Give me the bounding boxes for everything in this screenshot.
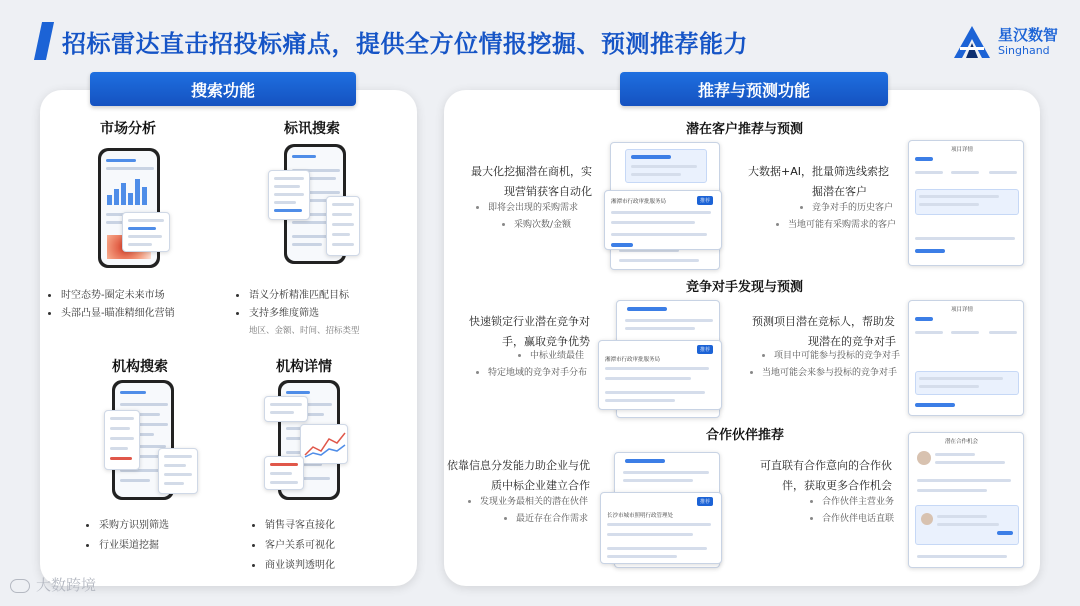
brand-logo <box>952 22 1062 62</box>
potential-right-bullet-2: 当地可能有采购需求的客户 <box>776 217 896 234</box>
competitor-right-bullet-2: 当地可能会来参与投标的竞争对手 <box>750 365 897 382</box>
bid-search-bullet-1: 语义分析精准匹配目标 <box>236 286 349 306</box>
org-detail-bullet-3: 商业谈判透明化 <box>252 556 335 576</box>
bid-search-options-card <box>326 196 360 256</box>
competitor-card: 湘潭市行政审批服务局 推荐 <box>598 340 722 410</box>
partner-detail-screenshot: 潜在合作机会 <box>908 432 1024 568</box>
competitor-left-bullet-2: 特定地域的竞争对手分布 <box>476 365 587 382</box>
market-bullet-1: 时空态势-圈定未来市场 <box>48 286 165 306</box>
potential-left-desc: 最大化挖掘潜在商机，实 现营销获客自动化 <box>471 165 592 198</box>
watermark: 大数跨境 <box>10 574 96 595</box>
partner-left-bullet-1: 发现业务最相关的潜在伙伴 <box>468 494 588 511</box>
org-detail-info-card <box>264 396 308 422</box>
org-search-bullet-1: 采购方识别筛选 <box>86 516 169 536</box>
logo-text-en: Singhand <box>998 44 1050 57</box>
avatar <box>921 513 933 525</box>
org-detail-chart-card <box>300 424 348 464</box>
page-title: 招标雷达直击招投标痛点，提供全方位情报挖掘、预测推荐能力 <box>62 30 748 58</box>
potential-customer-title: 潜在客户推荐与预测 <box>686 122 804 137</box>
org-search-bullet-2: 行业渠道挖掘 <box>86 536 159 556</box>
competitor-detail-screenshot: 项目详情 <box>908 300 1024 416</box>
tab-recommend-predict: 推荐与预测功能 <box>620 72 888 106</box>
market-analysis-heading: 市场分析 <box>100 121 156 137</box>
bid-search-bullet-2: 支持多维度筛选 <box>236 304 319 324</box>
competitor-left-bullet-1: 中标业绩最佳 <box>518 348 584 365</box>
tab-search-features: 搜索功能 <box>90 72 356 106</box>
competitor-right-bullet-1: 项目中可能参与投标的竞争对手 <box>762 348 900 365</box>
competitor-right-desc: 预测项目潜在竞标人，帮助发 现潜在的竞争对手 <box>752 315 896 348</box>
org-search-list-card <box>104 410 140 470</box>
org-detail-bullet-1: 销售寻客直接化 <box>252 516 335 536</box>
partner-right-desc: 可直联有合作意向的合作伙 伴，获取更多合作机会 <box>760 459 892 492</box>
bid-search-filter-dimensions: 地区、金额、时间、招标类型 <box>249 326 360 336</box>
org-search-filter-card <box>158 448 198 494</box>
bid-search-heading: 标讯搜索 <box>284 121 340 137</box>
potential-customer-detail-screenshot: 项目详情 <box>908 140 1024 266</box>
potential-right-bullet-1: 竞争对手的历史客户 <box>800 200 893 217</box>
bid-search-filter-card <box>268 170 310 220</box>
partner-right-bullet-2: 合作伙伴电话直联 <box>810 511 894 528</box>
potential-customer-card: 湘潭市行政审批服务局 推荐 <box>604 190 722 250</box>
watermark-icon <box>10 579 30 593</box>
org-detail-heading: 机构详情 <box>276 359 332 375</box>
partner-title: 合作伙伴推荐 <box>706 428 785 443</box>
potential-left-bullet-2: 采购次数/金额 <box>502 217 571 234</box>
partner-left-bullet-2: 最近存在合作需求 <box>504 511 588 528</box>
org-detail-bullet-2: 客户关系可视化 <box>252 536 335 556</box>
title-accent-bar <box>34 22 54 60</box>
competitor-title: 竞争对手发现与预测 <box>686 280 804 295</box>
logo-text-cn: 星汉数智 <box>998 26 1059 44</box>
org-search-heading: 机构搜索 <box>112 359 168 375</box>
market-analysis-overlay-card <box>122 212 170 252</box>
potential-left-bullet-1: 即将会出现的采购需求 <box>476 200 578 217</box>
avatar <box>917 451 931 465</box>
market-bullet-2: 头部凸显-瞄准精细化营销 <box>48 304 175 324</box>
org-detail-relation-card <box>264 456 304 490</box>
partner-left-desc: 依靠信息分发能力助企业与优 质中标企业建立合作 <box>447 459 590 492</box>
partner-right-bullet-1: 合作伙伴主营业务 <box>810 494 894 511</box>
partner-card: 长沙市城市照明行政管理处 推荐 <box>600 492 722 564</box>
potential-right-desc: 大数据+AI，批量筛选线索挖 掘潜在客户 <box>748 165 889 198</box>
singhand-logo-icon <box>952 24 992 60</box>
competitor-left-desc: 快速锁定行业潜在竞争对 手，赢取竞争优势 <box>469 315 590 348</box>
search-features-panel <box>40 90 417 586</box>
